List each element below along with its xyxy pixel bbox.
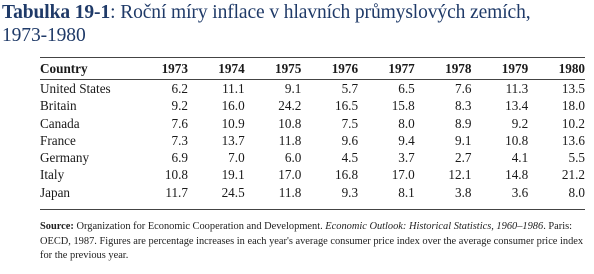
cell-value: 14.8 [505,167,529,183]
title-text-line2: 1973-1980 [2,25,86,46]
cell-value: 3.6 [511,184,529,200]
cell-country: United States [40,81,111,96]
cell-value: 4.1 [511,150,529,166]
cell-value: 7.5 [341,115,359,131]
table-bottom-rule [40,209,585,210]
cell-value: 11.1 [222,81,245,96]
header-year: 1977 [388,61,415,76]
cell-value: 11.3 [505,81,529,96]
source-note [40,220,588,264]
cell-value: 7.6 [171,115,188,131]
source-text-rest: . Paris: OECD, 1987. Figures are percentage increases in each year's average consumer price index over the average consumer price index for the previous year. [40,221,584,261]
cell-value: 10.9 [221,115,245,131]
header-country: Country [40,61,88,76]
cell-value: 15.8 [391,98,415,114]
header-year: 1975 [274,61,302,76]
cell-country: France [40,132,76,148]
cell-value: 6.2 [171,81,188,96]
cell-value: 10.8 [505,132,529,148]
cell-value: 16.8 [334,167,359,183]
cell-value: 6.5 [398,81,415,96]
cell-country: Japan [40,184,71,200]
table-header-row [40,58,585,79]
table-row [40,115,585,132]
title-text-line1: Roční míry inflace v hlavních průmyslových zemích, [120,2,531,23]
cell-value: 9.2 [171,98,188,114]
cell-value: 6.0 [284,150,302,166]
cell-value: 13.5 [561,81,585,96]
table-row [40,97,585,114]
cell-value: 13.7 [221,132,245,148]
cell-value: 8.9 [454,115,472,131]
cell-value: 4.5 [341,150,359,166]
cell-country: Germany [40,150,90,166]
table-row [40,149,585,166]
inflation-table [40,58,585,201]
cell-value: 3.8 [454,184,472,200]
cell-value: 9.1 [454,132,472,148]
cell-value: 17.0 [391,167,415,183]
cell-country: Italy [40,167,65,183]
header-year: 1976 [331,61,359,76]
cell-value: 11.8 [278,184,302,200]
cell-value: 16.5 [334,98,359,114]
title-separator: : [110,2,121,23]
cell-value: 8.0 [398,115,415,131]
cell-value: 10.8 [164,167,188,183]
header-year: 1973 [161,61,188,76]
cell-value: 11.7 [165,184,188,200]
cell-value: 9.6 [341,132,359,148]
table-row [40,166,585,183]
cell-value: 18.0 [561,98,585,114]
cell-country: Canada [40,115,80,131]
cell-value: 10.2 [561,115,585,131]
inflation-table-container [40,57,585,210]
cell-value: 9.3 [341,184,359,200]
cell-value: 19.1 [221,167,245,183]
cell-value: 2.7 [454,150,472,166]
cell-value: 17.0 [278,167,302,183]
header-year: 1979 [501,61,529,76]
cell-value: 5.5 [568,150,585,166]
cell-value: 7.6 [454,81,472,96]
table-row [40,132,585,149]
cell-value: 8.1 [398,184,415,200]
cell-value: 9.4 [398,132,415,148]
header-year: 1974 [218,61,245,76]
cell-value: 24.2 [278,98,302,114]
cell-value: 6.9 [171,150,188,166]
cell-value: 13.4 [505,98,529,114]
source-publication: Economic Outlook: Historical Statistics, 1960–1986 [325,221,544,232]
cell-value: 9.1 [284,81,302,96]
cell-value: 3.7 [398,150,415,166]
source-label: Source: [40,221,74,232]
cell-value: 5.7 [341,81,359,96]
table-number: Tabulka 19-1 [2,2,111,23]
cell-value: 11.8 [278,132,302,148]
source-text: Organization for Economic Cooperation and Development. [73,221,326,232]
header-year: 1978 [445,61,472,76]
table-row [40,184,585,201]
cell-value: 8.0 [568,184,585,200]
cell-value: 21.2 [561,167,585,183]
cell-value: 8.3 [454,98,472,114]
cell-value: 7.3 [171,132,188,148]
cell-value: 9.2 [511,115,529,131]
table-row [40,80,585,97]
table-title [2,1,590,47]
cell-value: 10.8 [278,115,302,131]
cell-country: Britain [40,98,77,114]
cell-value: 16.0 [221,98,245,114]
cell-value: 24.5 [221,184,245,200]
cell-value: 7.0 [228,150,245,166]
header-year: 1980 [558,61,585,76]
cell-value: 12.1 [448,167,472,183]
cell-value: 13.6 [561,132,585,148]
